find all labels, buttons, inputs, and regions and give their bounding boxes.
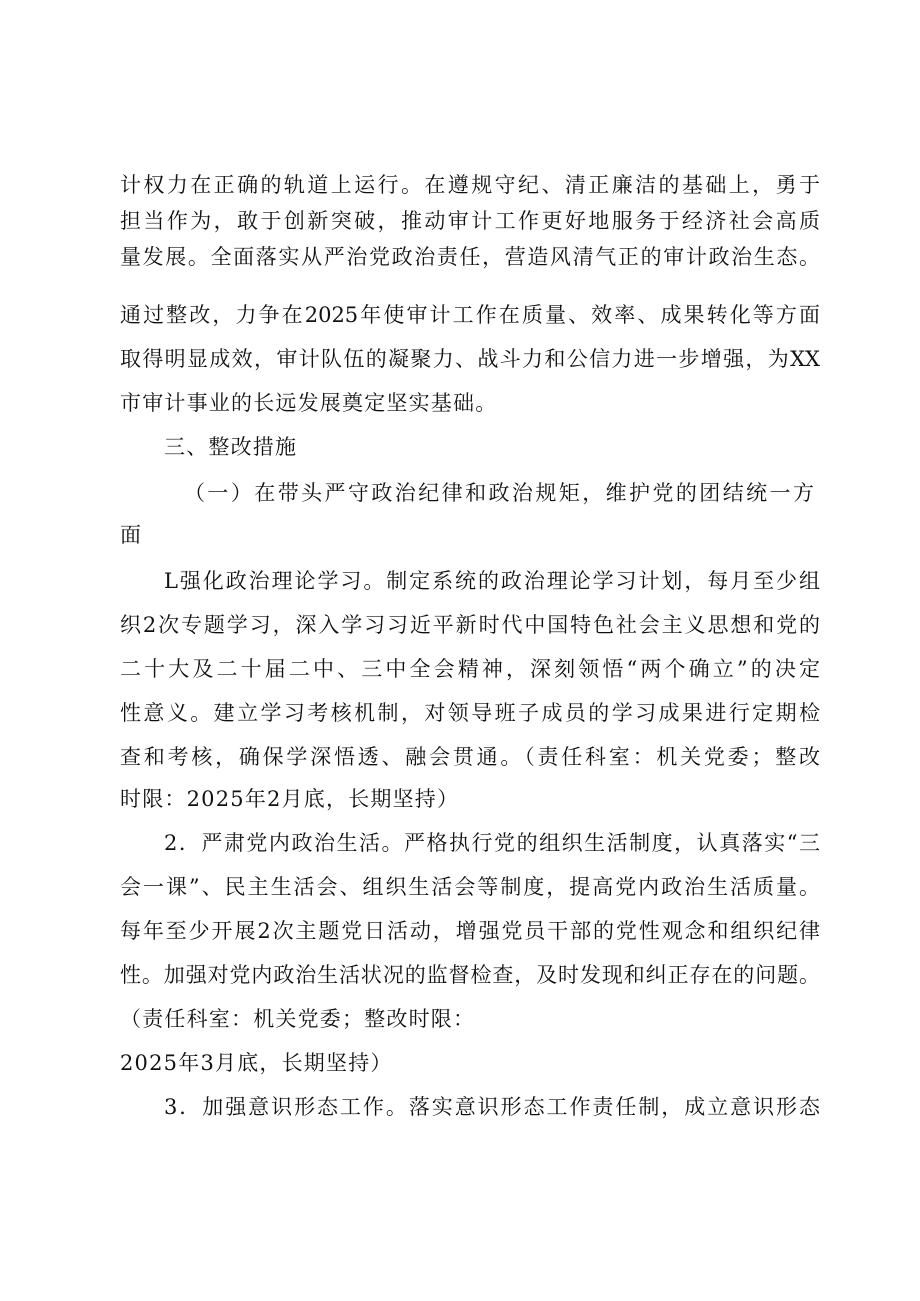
paragraph-line: 性意义。建立学习考核机制，对领导班子成员的学习成果进行定期检 [120, 701, 820, 725]
paragraph-line: 会一课”、民主生活会、组织生活会等制度，提高党内政治生活质量。 [120, 875, 820, 899]
section-heading: 三、整改措施 [164, 435, 298, 459]
paragraph-line: 2025年3月底，长期坚持） [120, 1051, 393, 1075]
paragraph-line: 通过整改，力争在2025年使审计工作在质量、效率、成果转化等方面 [120, 303, 820, 327]
paragraph-line: 担当作为，敢于创新突破，推动审计工作更好地服务于经济社会高质 [120, 209, 820, 233]
paragraph-line: 计权力在正确的轨道上运行。在遵规守纪、清正廉洁的基础上，勇于 [120, 173, 820, 197]
paragraph-line: 每年至少开展2次主题党日活动，增强党员干部的党性观念和组织纪律 [120, 919, 820, 943]
paragraph-line: 取得明显成效，审计队伍的凝聚力、战斗力和公信力进一步增强，为XX [120, 347, 820, 371]
subsection-heading-continued: 面 [120, 523, 143, 547]
item-3-first-line: 3．加强意识形态工作。落实意识形态工作责任制，成立意识形态 [164, 1095, 820, 1119]
item-2-first-line: 2．严肃党内政治生活。严格执行党的组织生活制度，认真落实“三 [164, 831, 820, 855]
paragraph-line: 性。加强对党内政治生活状况的监督检查，及时发现和纠正存在的问题。 [120, 963, 820, 987]
paragraph-line: 市审计事业的长远发展奠定坚实基础。 [120, 391, 498, 415]
paragraph-line: 查和考核，确保学深悟透、融会贯通。（责任科室：机关党委；整改 [120, 745, 820, 769]
paragraph-line: 二十大及二十届二中、三中全会精神，深刻领悟“两个确立”的决定 [120, 657, 820, 681]
subsection-heading: （一）在带头严守政治纪律和政治规矩，维护党的团结统一方 [184, 481, 814, 505]
paragraph-line: 织2次专题学习，深入学习习近平新时代中国特色社会主义思想和党的 [120, 613, 820, 637]
paragraph-line: 量发展。全面落实从严治党政治责任，营造风清气正的审计政治生态。 [120, 245, 820, 269]
paragraph-line: 时限：2025年2月底，长期坚持） [120, 787, 460, 811]
item-1-first-line: L强化政治理论学习。制定系统的政治理论学习计划，每月至少组 [164, 569, 820, 593]
paragraph-line: （责任科室：机关党委；整改时限： [120, 1007, 476, 1031]
